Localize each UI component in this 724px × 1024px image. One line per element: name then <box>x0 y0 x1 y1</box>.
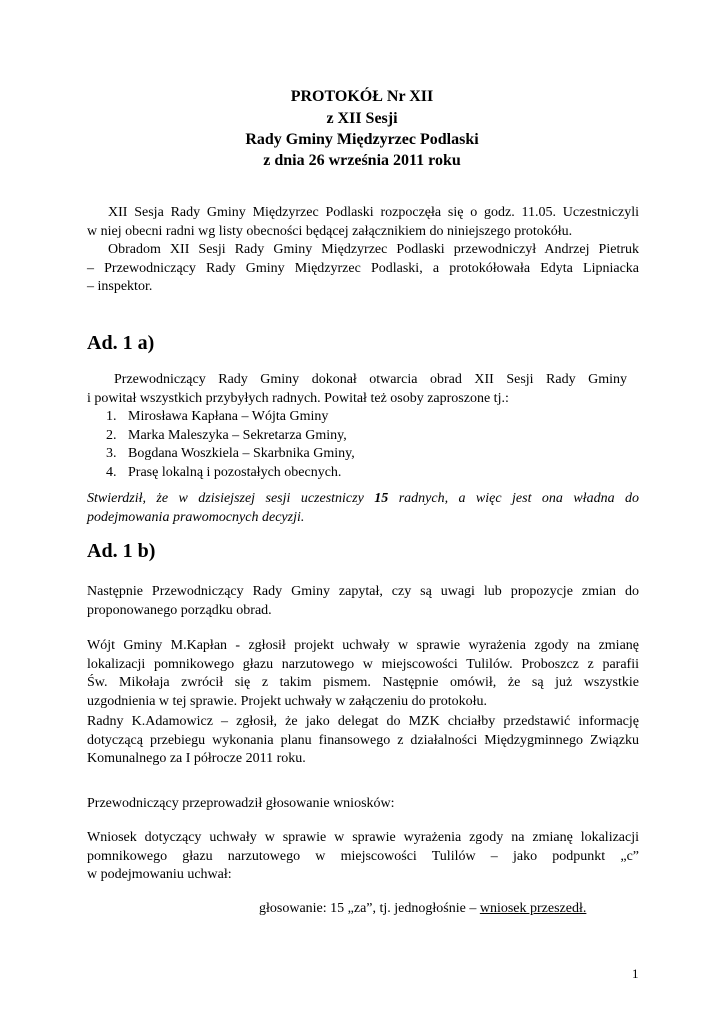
text-line: Przewodniczący Rady Gminy dokonał otwarcia obrad XII Sesji Rady Gminy <box>114 372 627 387</box>
text-line: Komunalnego za I półrocze 2011 roku. <box>87 751 306 766</box>
text-line: i powitał wszystkich przybyłych radnych. Powitał też osoby zaproszone tj.: <box>87 390 509 406</box>
text-line: proponowanego porządku obrad. <box>87 602 272 618</box>
guest-list <box>106 408 355 482</box>
section-heading-ad1a: Ad. 1 a) <box>87 332 155 354</box>
text-line: lokalizacji pomnikowego głazu narzutowego w miejscowości Tulilów. Proboszcz z parafii <box>87 656 639 672</box>
list-item: 1. Mirosława Kapłana – Wójta Gminy <box>106 409 329 424</box>
text-line: w podejmowaniu uchwał: <box>87 867 232 882</box>
protocol-title: PROTOKÓŁ Nr XII <box>290 88 434 105</box>
intro-paragraph-2 <box>87 241 639 297</box>
text-line: Następnie Przewodniczący Rady Gminy zapytał, czy są uwagi lub propozycje zmian do <box>87 584 639 599</box>
text-line: Radny K.Adamowicz – zgłosił, że jako delegat do MZK chciałby przedstawić informację <box>87 714 639 729</box>
text-line: w niej obecni radni wg listy obecności będącej załącznikiem do niniejszego protokółu. <box>87 223 573 239</box>
text-line: pomnikowego głazu narzutowego w miejscowości Tulilów – jako podpunkt „c” <box>87 848 639 864</box>
session-date: z dnia 26 września 2011 roku <box>263 152 461 169</box>
text-line: Stwierdził, że w dzisiejszej sesji uczestniczy 15 radnych, a więc jest ona władna do <box>87 491 639 506</box>
ad1b-paragraph-2 <box>87 637 639 711</box>
ad1a-paragraph <box>87 371 627 408</box>
text-line: uzgodnienia w tej sprawie. Projekt uchwały w załączeniu do protokołu. <box>87 693 488 709</box>
vote-outcome: wniosek przeszedł. <box>479 901 587 916</box>
ad1b-paragraph-4: Przewodniczący przeprowadził głosowanie wniosków: <box>87 796 395 811</box>
section-heading-ad1b: Ad. 1 b) <box>87 540 156 562</box>
text-line: Wniosek dotyczący uchwały w sprawie w sprawie wyrażenia zgody na zmianę lokalizacji <box>87 830 639 845</box>
ad1b-paragraph-1 <box>87 583 639 620</box>
list-item: 2. Marka Maleszyka – Sekretarza Gminy, <box>106 427 347 443</box>
list-item: 3. Bogdana Woszkiela – Skarbnika Gminy, <box>106 446 355 461</box>
text-line: Św. Mikołaja zwrócił się z takim pismem. Następnie omówił, że są już wszystkie <box>87 675 639 690</box>
text-line: dotyczącą przebiegu wykonania planu finansowego z działalności Międzygminnego Związku <box>87 732 639 748</box>
list-item: 4. Prasę lokalną i pozostałych obecnych. <box>106 464 342 480</box>
session-subtitle: z XII Sesji <box>326 110 398 127</box>
quorum-statement <box>87 490 639 527</box>
attendee-count: 15 <box>374 491 389 506</box>
council-name: Rady Gminy Międzyrzec Podlaski <box>245 131 479 148</box>
ad1b-paragraph-5 <box>87 829 639 885</box>
text-line: Obradom XII Sesji Rady Gminy Międzyrzec Podlaski przewodniczył Andrzej Pietruk <box>108 242 639 257</box>
text-line: – Przewodniczący Rady Gminy Międzyrzec Podlaski, a protokółowała Edyta Lipniacka <box>87 260 639 276</box>
text-line: XII Sesja Rady Gminy Międzyrzec Podlaski rozpoczęła się o godz. 11.05. Uczestniczyli <box>108 205 639 220</box>
intro-paragraph-1 <box>87 204 639 241</box>
page-number: 1 <box>632 966 639 981</box>
text-line: podejmowania prawomocnych decyzji. <box>87 509 305 525</box>
ad1b-paragraph-3 <box>87 713 639 769</box>
vote-tally: głosowanie: 15 „za”, tj. jednogłośnie – <box>259 901 480 916</box>
vote-result <box>259 900 639 919</box>
text-line: Wójt Gminy M.Kapłan - zgłosił projekt uchwały w sprawie wyrażenia zgody na zmianę <box>87 638 639 653</box>
text-line: – inspektor. <box>87 279 153 294</box>
